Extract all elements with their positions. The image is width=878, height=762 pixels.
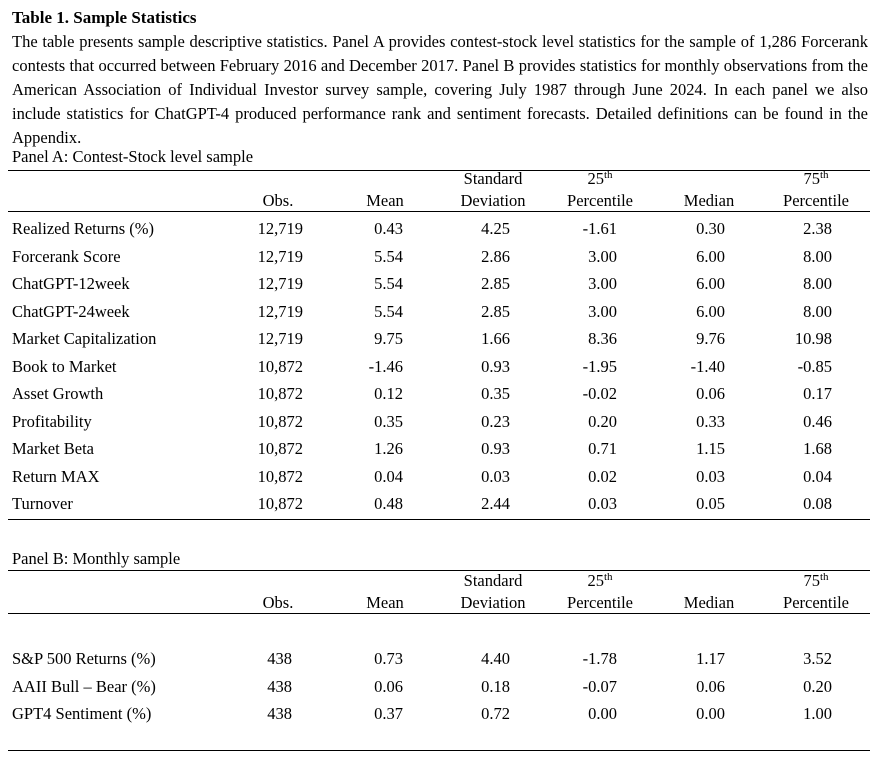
p25-cell: 3.00 [588,274,617,293]
median-cell: 0.06 [696,384,725,403]
row-label: ChatGPT-24week [12,301,130,321]
p25-cell: 3.00 [588,246,617,266]
header-p75-line2: Percentile [783,593,849,612]
p25-cell: -0.02 [582,384,617,403]
table-row [0,702,878,729]
header-p25-line1: 25th [587,169,613,188]
p75-cell: 0.46 [803,411,832,431]
table-row [0,300,878,327]
sd-cell: 0.93 [481,356,510,376]
sd-cell: 2.86 [481,246,510,266]
p25-cell: 0.71 [588,439,617,458]
row-label: Return MAX [12,466,100,486]
row-label: Asset Growth [12,384,104,403]
panel-a-bottom-rule [8,519,870,520]
obs-cell: 12,719 [257,219,303,238]
table-row [0,465,878,492]
obs-cell: 438 [267,649,292,668]
header-sd-line2: Deviation [460,191,526,210]
header-median: Median [683,191,735,210]
median-cell: -1.40 [690,356,725,376]
row-label: AAII Bull – Bear (%) [12,676,156,696]
header-p25-line1: 25th [587,571,613,590]
row-label: Market Beta [12,439,95,458]
row-label: ChatGPT-12week [12,274,130,293]
p25-cell: -0.07 [582,676,617,696]
sd-cell: 2.85 [481,301,510,321]
table-row [0,410,878,437]
table-row [0,492,878,519]
median-cell: 0.30 [696,219,725,238]
panel-a-top-rule [8,170,870,171]
table-title: Table 1. Sample Statistics [12,8,197,27]
p25-cell: 0.02 [588,466,617,486]
table-caption: The table presents sample descriptive statistics. Panel A provides contest-stock level statistics for the sample of 1,286 Forcerank contests that occurred between February 2016 and December 2017. Panel B provides statistics for monthly observations from the American Association of Individual Investor survey sample, covering July 1987 through June 2024. In each panel we also include statistics for ChatGPT-4 produced performance rank and sentiment forecasts. Detailed definitions can be found in the Appendix. [12,32,868,147]
mean-cell: 5.54 [374,301,403,321]
row-label: Realized Returns (%) [12,219,155,238]
header-sd-line2: Deviation [460,593,526,612]
table-row [0,355,878,382]
header-mean: Mean [366,593,404,612]
obs-cell: 10,872 [257,439,303,458]
panel-b-top-rule [8,570,870,571]
p75-cell: 0.08 [803,494,832,513]
panel-b-header-rule [8,613,870,614]
obs-cell: 12,719 [257,329,303,348]
header-sd-line1: Standard [463,571,523,590]
p75-cell: 0.20 [803,676,832,696]
header-mean: Mean [366,191,404,210]
panel-a-title: Panel A: Contest-Stock level sample [12,147,254,166]
sd-cell: 2.85 [481,274,510,293]
median-cell: 0.00 [696,704,725,723]
obs-cell: 10,872 [257,494,303,513]
header-median: Median [683,593,735,612]
table-row [0,675,878,702]
row-label: GPT4 Sentiment (%) [12,704,152,723]
header-p75-line1: 75th [803,571,829,590]
sd-cell: 4.40 [481,649,510,668]
p75-cell: 10.98 [794,329,832,348]
header-p75-line2: Percentile [783,191,849,210]
p75-cell: 2.38 [803,219,832,238]
panel-b-title: Panel B: Monthly sample [12,549,181,568]
mean-cell: 1.26 [374,439,403,458]
sd-cell: 0.18 [481,676,510,696]
mean-cell: -1.46 [368,356,403,376]
mean-cell: 0.73 [374,649,403,668]
row-label: Market Capitalization [12,329,157,348]
obs-cell: 10,872 [257,411,303,431]
p75-cell: 8.00 [803,274,832,293]
obs-cell: 12,719 [257,274,303,293]
obs-cell: 438 [267,676,292,696]
row-label: Turnover [12,494,73,513]
median-cell: 0.06 [696,676,725,696]
header-sd-line1: Standard [463,169,523,188]
median-cell: 9.76 [696,329,725,348]
p75-cell: 1.00 [803,704,832,723]
table-row [0,327,878,354]
sd-cell: 4.25 [481,219,510,238]
p25-cell: -1.78 [582,649,617,668]
sd-cell: 2.44 [481,494,510,513]
obs-cell: 438 [267,704,292,723]
p75-cell: 8.00 [803,246,832,266]
mean-cell: 0.48 [374,494,403,513]
p75-cell: -0.85 [797,356,832,376]
header-obs: Obs. [262,593,294,612]
p25-cell: 3.00 [588,301,617,321]
median-cell: 0.03 [696,466,725,486]
row-label: Profitability [12,411,92,431]
p75-cell: 0.17 [803,384,832,403]
row-label: S&P 500 Returns (%) [12,649,156,668]
header-p75-line1: 75th [803,169,829,188]
obs-cell: 10,872 [257,384,303,403]
panel-a-header-rule [8,211,870,212]
obs-cell: 12,719 [257,301,303,321]
obs-cell: 10,872 [257,356,303,376]
sd-cell: 0.23 [481,411,510,431]
table-row [0,245,878,272]
header-obs: Obs. [262,191,294,210]
p25-cell: 0.03 [588,494,617,513]
p25-cell: -1.61 [582,219,617,238]
table-row [0,647,878,674]
panel-b-bottom-rule [8,750,870,751]
row-label: Forcerank Score [12,246,121,266]
sd-cell: 0.72 [481,704,510,723]
table-row [0,382,878,409]
header-p25-line2: Percentile [567,191,633,210]
row-label: Book to Market [12,356,117,376]
median-cell: 0.05 [696,494,725,513]
mean-cell: 0.37 [374,704,403,723]
median-cell: 6.00 [696,274,725,293]
mean-cell: 9.75 [374,329,403,348]
mean-cell: 0.43 [374,219,403,238]
p75-cell: 0.04 [803,466,832,486]
mean-cell: 0.35 [374,411,403,431]
median-cell: 1.15 [696,439,725,458]
sd-cell: 0.35 [481,384,510,403]
median-cell: 0.33 [696,411,725,431]
sd-cell: 0.93 [481,439,510,458]
p75-cell: 3.52 [803,649,832,668]
header-p25-line2: Percentile [567,593,633,612]
mean-cell: 0.12 [374,384,403,403]
p25-cell: -1.95 [582,356,617,376]
obs-cell: 10,872 [257,466,303,486]
p75-cell: 8.00 [803,301,832,321]
table-row [0,272,878,299]
mean-cell: 0.04 [374,466,403,486]
p75-cell: 1.68 [803,439,832,458]
p25-cell: 0.20 [588,411,617,431]
median-cell: 6.00 [696,301,725,321]
mean-cell: 5.54 [374,274,403,293]
mean-cell: 5.54 [374,246,403,266]
sd-cell: 1.66 [481,329,510,348]
table-row [0,217,878,244]
p25-cell: 0.00 [588,704,617,723]
p25-cell: 8.36 [588,329,617,348]
obs-cell: 12,719 [257,246,303,266]
median-cell: 1.17 [696,649,725,668]
table-row [0,437,878,464]
sd-cell: 0.03 [481,466,510,486]
median-cell: 6.00 [696,246,725,266]
mean-cell: 0.06 [374,676,403,696]
